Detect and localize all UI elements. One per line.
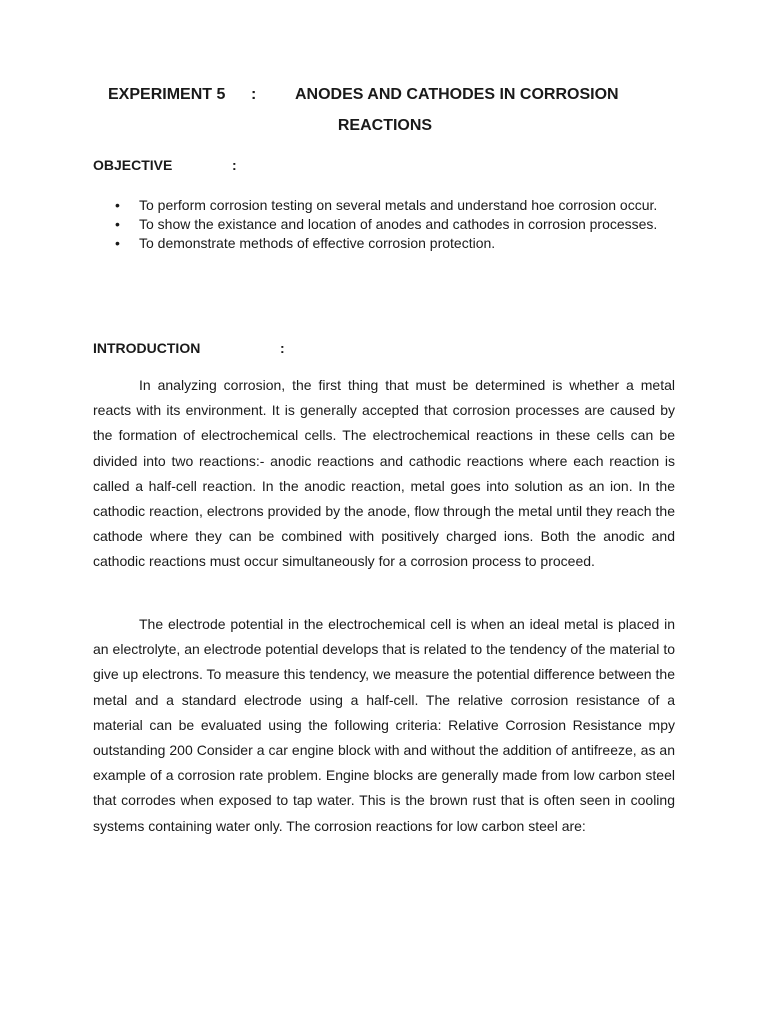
title-main-line1: ANODES AND CATHODES IN CORROSION <box>295 86 619 103</box>
objective-heading-label: OBJECTIVE <box>93 157 173 173</box>
objective-list <box>93 193 675 256</box>
introduction-heading <box>93 340 285 356</box>
bullet-icon: • <box>115 235 120 251</box>
objective-text: To demonstrate methods of effective corrosion protection. <box>139 235 496 251</box>
objective-colon: : <box>232 157 237 173</box>
objective-heading <box>93 157 237 173</box>
introduction-colon: : <box>280 340 285 356</box>
objective-text: To perform corrosion testing on several metals and understand hoe corrosion occur. <box>139 197 658 213</box>
title-main-line2: REACTIONS <box>337 117 433 134</box>
experiment-number: EXPERIMENT 5 <box>108 86 226 103</box>
introduction-heading-label: INTRODUCTION <box>93 340 201 356</box>
document-title-continued <box>0 117 768 135</box>
bullet-icon: • <box>115 216 120 232</box>
title-colon: : <box>251 86 257 103</box>
objective-text: To show the existance and location of anodes and cathodes in corrosion processes. <box>139 216 658 232</box>
introduction-paragraph-2: The electrode potential in the electrochemical cell is when an ideal metal is placed in an electrolyte, an electrode potential develops that is related to the tendency of the material to give up electrons. To measure this tendency, we measure the potential difference between the metal and a standard electrode using a half-cell. The relative corrosion resistance of a material can be evaluated using the following criteria: Relative Corrosion Resistance mpy outstanding 200 Consider a car engine block with and without the addition of antifreeze, as an example of a corrosion rate problem. Engine blocks are generally made from low carbon steel that corrodes when exposed to tap water. This is the brown rust that is often seen in cooling systems containing water only. The corrosion reactions for low carbon steel are: <box>93 616 675 834</box>
list-item <box>93 231 675 256</box>
introduction-paragraph-1: In analyzing corrosion, the first thing that must be determined is whether a metal reacts with its environment. It is generally accepted that corrosion processes are caused by the formation of electrochemical cells. The electrochemical reactions in these cells can be divided into two reactions:- anodic reactions and cathodic reactions where each reaction is called a half-cell reaction. In the anodic reaction, metal goes into solution as an ion. In the cathodic reaction, electrons provided by the anode, flow through the metal until they reach the cathode where they can be combined with positively charged ions. Both the anodic and cathodic reactions must occur simultaneously for a corrosion process to proceed. <box>93 377 675 570</box>
bullet-icon: • <box>115 197 120 213</box>
